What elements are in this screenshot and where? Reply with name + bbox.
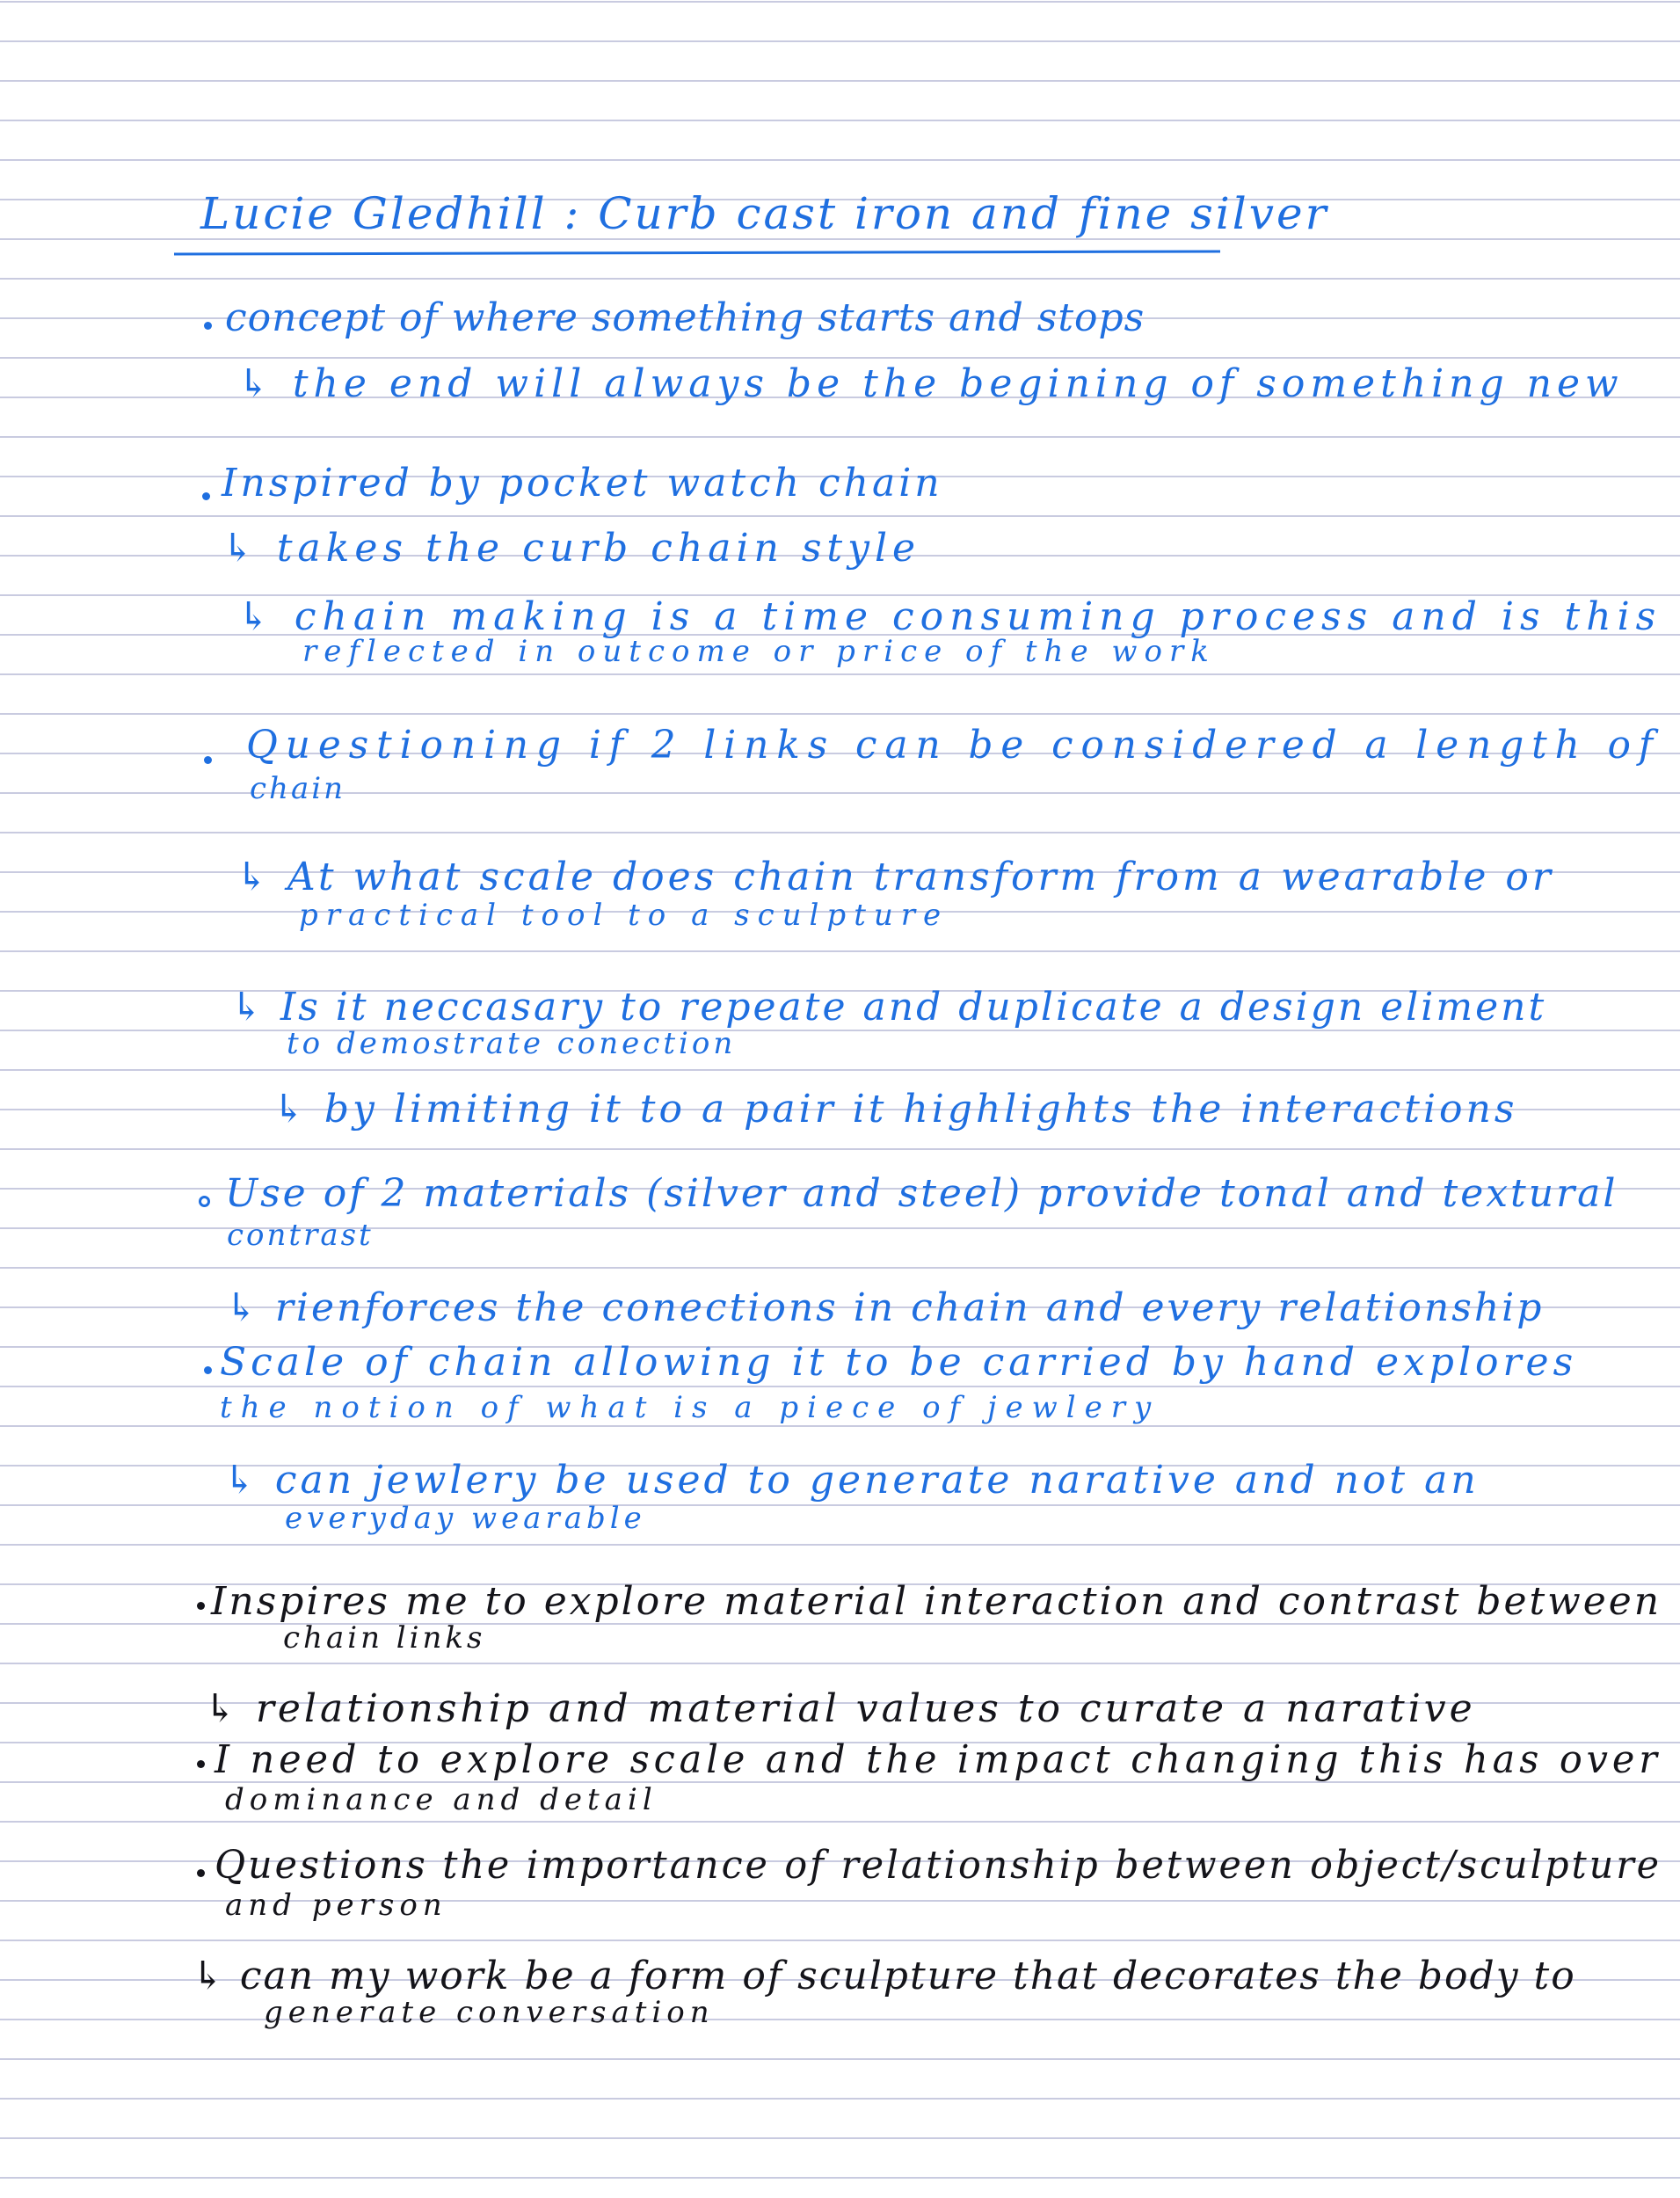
bullet-dot: [197, 1602, 205, 1610]
bullet-ring: [199, 1196, 210, 1207]
bullet-dot: [202, 492, 210, 500]
bullet-dot: [197, 1869, 205, 1877]
note-subline: ↳ by limiting it to a pair it highlights the interactions: [273, 1087, 1518, 1132]
note-line: I need to explore scale and the impact changing this has over: [215, 1737, 1662, 1782]
bullet-dot: [204, 1366, 212, 1374]
note-continuation: the notion of what is a piece of jewlery: [220, 1390, 1160, 1425]
note-line: Questions the importance of relationship between object/sculpture: [215, 1843, 1662, 1888]
note-continuation: everyday wearable: [285, 1501, 646, 1536]
note-continuation: dominance and detail: [225, 1782, 658, 1817]
note-continuation: practical tool to a sculpture: [299, 898, 949, 933]
note-continuation: generate conversation: [264, 1995, 715, 2030]
note-subline: ↳ the end will always be the begining of something new: [237, 361, 1624, 406]
note-subline: ↳ rienforces the conections in chain and every relationship: [225, 1285, 1545, 1330]
note-subline: ↳ At what scale does chain transform from a wearable or: [236, 855, 1554, 899]
note-continuation: chain links: [283, 1620, 486, 1656]
note-line: Scale of chain allowing it to be carried by hand explores: [220, 1340, 1578, 1385]
note-continuation: reflected in outcome or price of the work: [302, 634, 1216, 669]
note-subline: ↳ can my work be a form of sculpture that decorates the body to: [192, 1954, 1576, 1998]
title-underline: [174, 250, 1220, 255]
page-title: Lucie Gledhill : Curb cast iron and fine silver: [200, 188, 1329, 239]
note-subline: ↳ chain making is a time consuming process and is this: [237, 594, 1662, 639]
note-line: Questioning if 2 links can be considered a length of: [246, 723, 1662, 768]
note-subline: ↳ Is it neccasary to repeate and duplicate a design eliment: [230, 985, 1547, 1030]
bullet-dot: [204, 322, 212, 330]
note-continuation: contrast: [227, 1218, 374, 1253]
note-subline: ↳ can jewlery be used to generate narative and not an: [223, 1458, 1480, 1503]
bullet-dot: [204, 756, 212, 764]
note-subline: ↳ takes the curb chain style: [222, 526, 921, 571]
note-continuation: chain: [250, 771, 345, 806]
note-line: Inspired by pocket watch chain: [222, 461, 943, 506]
note-continuation: and person: [225, 1888, 447, 1923]
note-line: Use of 2 materials (silver and steel) provide tonal and textural: [225, 1171, 1618, 1216]
bullet-dot: [197, 1760, 205, 1768]
note-continuation: to demostrate conection: [287, 1026, 737, 1061]
note-subline: ↳ relationship and material values to curate a narative: [204, 1686, 1476, 1731]
note-line: Inspires me to explore material interaction and contrast between: [211, 1579, 1662, 1624]
note-line: concept of where something starts and stops: [225, 295, 1145, 340]
